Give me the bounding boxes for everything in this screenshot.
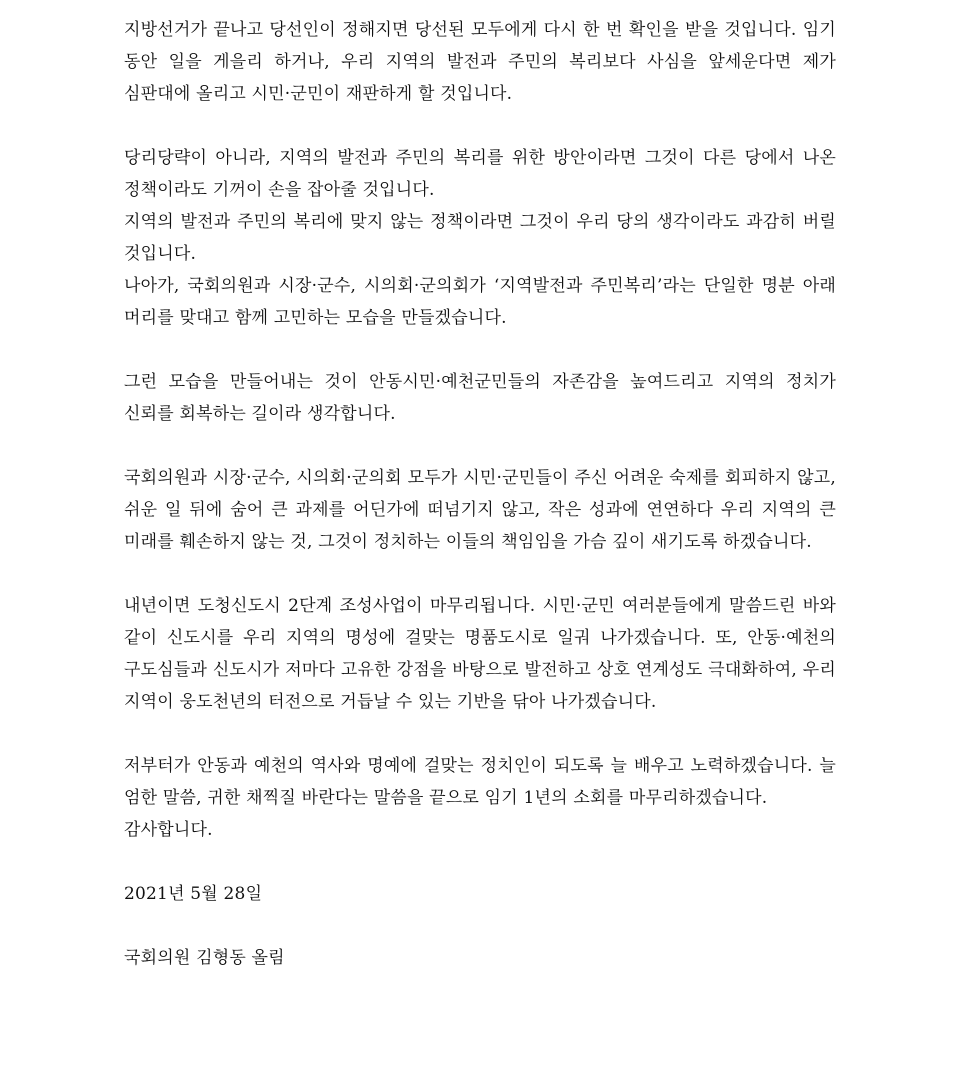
paragraph-6: 국회의원과 시장·군수, 시의회·군의회 모두가 시민·군민들이 주신 어려운 숙제를 회피하지 않고, 쉬운 일 뒤에 숨어 큰 과제를 어딘가에 떠넘기지 않고, 작은 성과에 연연하다 우리 지역의 큰 미래를 훼손하지 않는 것, 그것이 정치하는 이들의 책임임을 가슴 깊이 새기도록 하겠습니다.	[124, 468, 836, 552]
paragraph-3: 지역의 발전과 주민의 복리에 맞지 않는 정책이라면 그것이 우리 당의 생각이라도 과감히 버릴 것입니다.	[124, 212, 836, 264]
paragraph-4: 나아가, 국회의원과 시장·군수, 시의회·군의회가 ‘지역발전과 주민복리’라는 단일한 명분 아래 머리를 맞대고 함께 고민하는 모습을 만들겠습니다.	[124, 276, 836, 328]
document-date: 2021년 5월 28일	[124, 884, 263, 904]
closing-thanks: 감사합니다.	[124, 820, 213, 840]
paragraph-8: 저부터가 안동과 예천의 역사와 명예에 걸맞는 정치인이 되도록 늘 배우고 노력하겠습니다. 늘 엄한 말씀, 귀한 채찍질 바란다는 말씀을 끝으로 임기 1년의 소회를 마무리하겠습니다.	[124, 756, 836, 808]
document-body	[124, 14, 836, 974]
signature: 국회의원 김형동 올림	[124, 948, 285, 968]
paragraph-group-8	[124, 750, 836, 846]
paragraph-2: 당리당략이 아니라, 지역의 발전과 주민의 복리를 위한 방안이라면 그것이 다른 당에서 나온 정책이라도 기꺼이 손을 잡아줄 것입니다.	[124, 148, 836, 200]
paragraph-7: 내년이면 도청신도시 2단계 조성사업이 마무리됩니다. 시민·군민 여러분들에게 말씀드린 바와 같이 신도시를 우리 지역의 명성에 걸맞는 명품도시로 일궈 나가겠습니다. 또, 안동·예천의 구도심들과 신도시가 저마다 고유한 강점을 바탕으로 발전하고 상호 연계성도 극대화하여, 우리 지역이 웅도천년의 터전으로 거듭날 수 있는 기반을 닦아 나가겠습니다.	[124, 596, 836, 712]
paragraph-1: 지방선거가 끝나고 당선인이 정해지면 당선된 모두에게 다시 한 번 확인을 받을 것입니다. 임기 동안 일을 게을리 하거나, 우리 지역의 발전과 주민의 복리보다 사심을 앞세운다면 제가 심판대에 올리고 시민·군민이 재판하게 할 것입니다.	[124, 20, 836, 104]
paragraph-5: 그런 모습을 만들어내는 것이 안동시민·예천군민들의 자존감을 높여드리고 지역의 정치가 신뢰를 회복하는 길이라 생각합니다.	[124, 372, 836, 424]
paragraph-group-2	[124, 142, 836, 334]
